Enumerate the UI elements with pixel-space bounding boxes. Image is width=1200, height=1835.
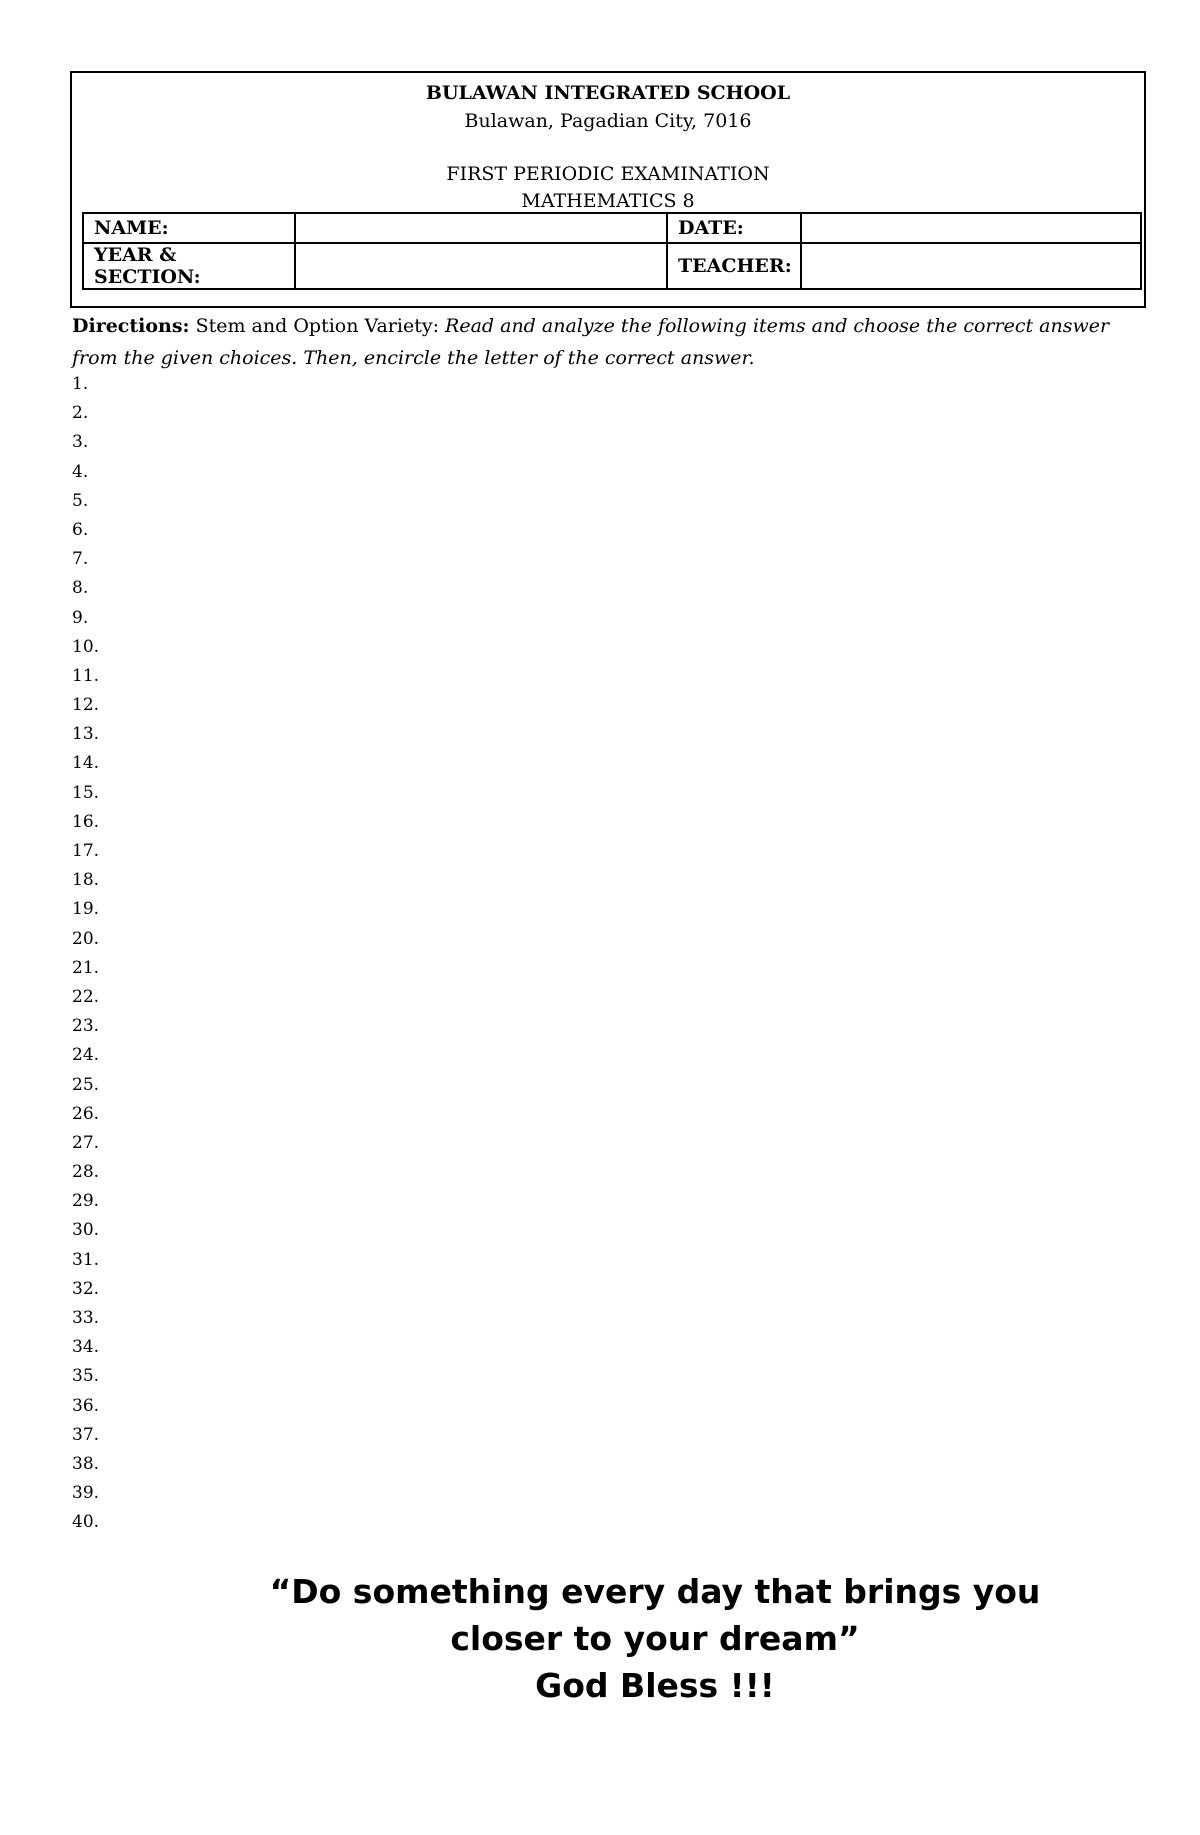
directions-label: Directions: [72, 315, 190, 337]
question-item: 8. [72, 578, 89, 599]
school-address: Bulawan, Pagadian City, 7016 [464, 110, 752, 132]
question-item: 18. [72, 870, 100, 891]
question-item-list [72, 370, 99, 1538]
directions-type: Stem and Option Variety: [195, 315, 439, 337]
question-item: 6. [72, 519, 89, 540]
name-label: NAME: [83, 213, 295, 243]
question-item: 2. [72, 403, 89, 424]
question-item: 5. [72, 490, 89, 511]
question-item: 23. [72, 1016, 100, 1037]
question-item: 19. [72, 899, 100, 920]
question-item: 3. [72, 432, 89, 453]
quote-line-1: “Do something every day that brings you [269, 1572, 1041, 1611]
question-item: 20. [72, 928, 100, 949]
question-item: 13. [72, 724, 100, 745]
question-item: 32. [72, 1278, 100, 1299]
question-item: 24. [72, 1045, 100, 1066]
question-item: 26. [72, 1103, 100, 1124]
question-item: 35. [72, 1366, 100, 1387]
question-item: 12. [72, 695, 100, 716]
question-item: 36. [72, 1395, 100, 1416]
name-field[interactable] [295, 213, 667, 243]
question-item: 11. [72, 665, 100, 686]
question-item: 37. [72, 1424, 100, 1445]
directions-paragraph [72, 310, 1152, 374]
question-item: 7. [72, 549, 89, 570]
closing-quote [160, 1568, 1150, 1709]
quote-line-2: closer to your dream” [450, 1619, 860, 1658]
blessing: God Bless !!! [535, 1666, 775, 1705]
question-item: 15. [72, 782, 100, 803]
question-item: 16. [72, 811, 100, 832]
question-item: 28. [72, 1162, 100, 1183]
school-name: BULAWAN INTEGRATED SCHOOL [425, 82, 791, 104]
directions-text: Read and analyze the following items and choose the correct answer from the given choices. Then, encircle the letter of the correct answer. [72, 315, 1110, 369]
question-item: 14. [72, 753, 100, 774]
question-item: 10. [72, 636, 100, 657]
exam-subject: MATHEMATICS 8 [521, 190, 695, 212]
info-row-section-teacher [83, 243, 1141, 289]
question-item: 34. [72, 1337, 100, 1358]
question-item: 30. [72, 1220, 100, 1241]
question-item: 29. [72, 1191, 100, 1212]
exam-header-box [70, 71, 1146, 308]
student-info-table [82, 212, 1142, 290]
date-field[interactable] [801, 213, 1141, 243]
question-item: 31. [72, 1249, 100, 1270]
question-item: 40. [72, 1512, 100, 1533]
question-item: 25. [72, 1074, 100, 1095]
question-item: 21. [72, 957, 100, 978]
exam-title: FIRST PERIODIC EXAMINATION [446, 163, 770, 185]
question-item: 38. [72, 1453, 100, 1474]
year-section-field[interactable] [295, 243, 667, 289]
date-label: DATE: [667, 213, 801, 243]
question-item: 39. [72, 1483, 100, 1504]
info-row-name-date [83, 213, 1141, 243]
year-section-label: YEAR & SECTION: [83, 243, 295, 289]
teacher-field[interactable] [801, 243, 1141, 289]
question-item: 17. [72, 841, 100, 861]
question-item: 33. [72, 1308, 100, 1328]
question-item: 27. [72, 1132, 100, 1153]
question-item: 4. [72, 461, 89, 482]
question-item: 1. [72, 374, 89, 394]
teacher-label: TEACHER: [667, 243, 801, 289]
question-item: 9. [72, 607, 89, 628]
question-item: 22. [72, 986, 100, 1007]
